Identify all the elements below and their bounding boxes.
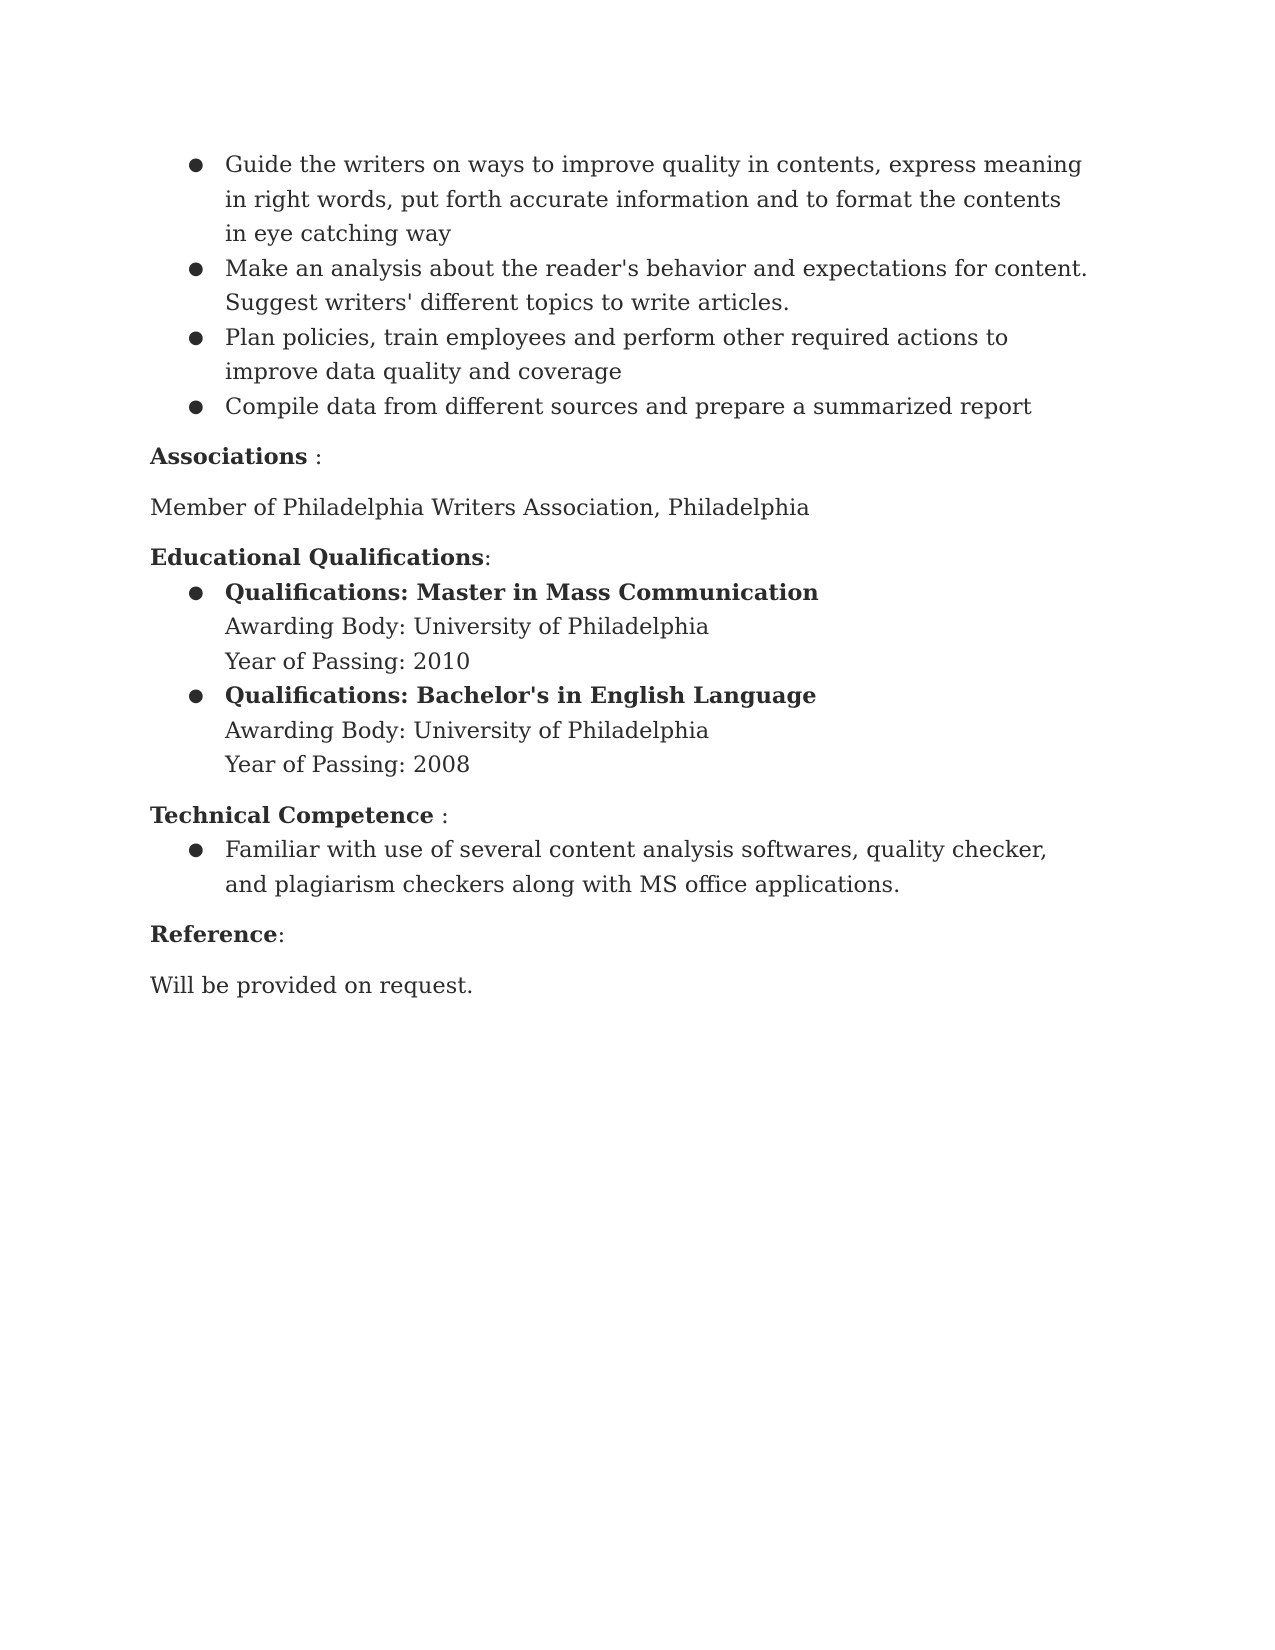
reference-heading-suffix: : bbox=[277, 922, 286, 948]
year-of-passing: Year of Passing: 2008 bbox=[225, 752, 471, 778]
year-of-passing: Year of Passing: 2010 bbox=[225, 648, 471, 675]
responsibility-text: Make an analysis about the reader's behavior and expectations for content. Suggest writers' different topics to write articles. bbox=[225, 255, 1088, 316]
awarding-body: Awarding Body: University of Philadelphia bbox=[225, 717, 710, 744]
education-list bbox=[150, 576, 1090, 783]
reference-heading-label: Reference bbox=[150, 922, 278, 948]
technical-heading-label: Technical Competence bbox=[150, 802, 434, 829]
bullet-icon: ● bbox=[188, 257, 204, 279]
reference-text: Will be provided on request. bbox=[150, 972, 474, 999]
associations-text: Member of Philadelphia Writers Association, Philadelphia bbox=[150, 494, 810, 521]
education-heading bbox=[150, 541, 1090, 576]
list-item bbox=[150, 148, 1090, 252]
list-item bbox=[150, 252, 1090, 321]
reference-heading bbox=[150, 918, 1090, 953]
associations-heading-suffix: : bbox=[307, 444, 323, 470]
responsibility-text: Compile data from different sources and prepare a summarized report bbox=[225, 393, 1032, 420]
list-item bbox=[150, 833, 1090, 902]
qualification-title: Qualifications: Master in Mass Communication bbox=[225, 579, 819, 606]
bullet-icon: ● bbox=[188, 395, 204, 417]
bullet-icon: ● bbox=[188, 839, 204, 860]
bullet-icon: ● bbox=[188, 154, 204, 175]
awarding-body: Awarding Body: University of Philadelphia bbox=[225, 614, 710, 640]
education-heading-suffix: : bbox=[484, 545, 492, 571]
technical-list bbox=[150, 833, 1090, 902]
education-heading-label: Educational Qualifications bbox=[150, 545, 485, 571]
list-item bbox=[150, 390, 1090, 425]
responsibilities-list bbox=[150, 148, 1090, 424]
technical-heading bbox=[150, 799, 1090, 834]
bullet-icon: ● bbox=[188, 326, 204, 348]
bullet-icon: ● bbox=[188, 685, 204, 706]
list-item bbox=[150, 679, 1090, 783]
qualification-title: Qualifications: Bachelor's in English Language bbox=[225, 683, 817, 709]
list-item bbox=[150, 321, 1090, 390]
responsibility-text: Guide the writers on ways to improve quality in contents, express meaning in right words, put forth accurate information and to format the contents in eye catching way bbox=[225, 152, 1083, 247]
associations-heading bbox=[150, 440, 1090, 475]
bullet-icon: ● bbox=[188, 581, 204, 603]
list-item bbox=[150, 576, 1090, 680]
responsibility-text: Plan policies, train employees and perform other required actions to improve data quality and coverage bbox=[225, 324, 1009, 385]
technical-text: Familiar with use of several content analysis softwares, quality checker, and plagiarism checkers along with MS office applications. bbox=[225, 837, 1048, 898]
associations-heading-label: Associations bbox=[150, 444, 308, 470]
resume-content bbox=[150, 148, 1090, 1003]
technical-heading-suffix: : bbox=[433, 802, 449, 829]
